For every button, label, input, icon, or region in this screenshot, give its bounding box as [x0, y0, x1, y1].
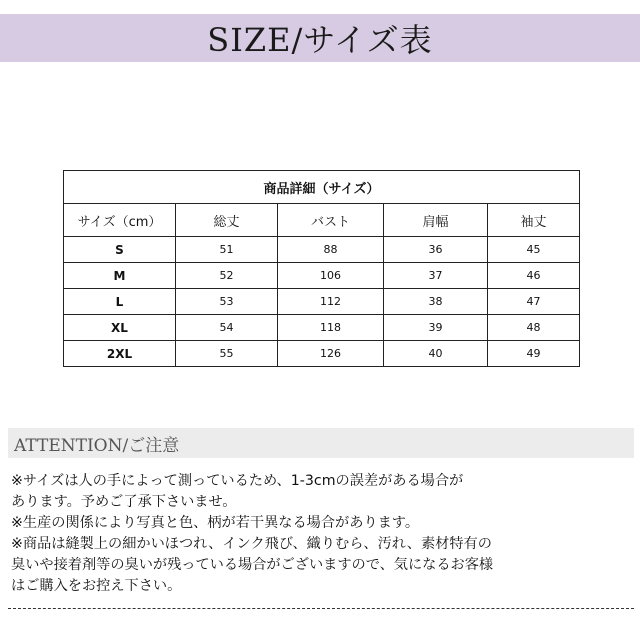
table-cell: 88: [278, 237, 384, 263]
table-row: [64, 263, 580, 289]
table-cell: 40: [384, 341, 488, 367]
size-cell: 2XL: [64, 341, 176, 367]
table-cell: 126: [278, 341, 384, 367]
table-cell: 106: [278, 263, 384, 289]
size-table-container: [63, 170, 579, 367]
note-line: ※商品は縫製上の細かいほつれ、インク飛び、織りむら、汚れ、素材特有の: [11, 536, 492, 552]
dashed-divider: [8, 608, 634, 609]
table-cell: 37: [384, 263, 488, 289]
banner-title: SIZE/サイズ表: [207, 21, 433, 59]
size-table: [63, 170, 580, 367]
size-cell: L: [64, 289, 176, 315]
note-line: はご購入をお控え下さい。: [11, 578, 182, 594]
header-length: 総丈: [176, 204, 278, 237]
table-cell: 52: [176, 263, 278, 289]
table-cell: 39: [384, 315, 488, 341]
note-line: あります。予めご了承下さいませ。: [11, 494, 237, 510]
header-shoulder: 肩幅: [384, 204, 488, 237]
table-cell: 55: [176, 341, 278, 367]
header-size: サイズ（cm）: [64, 204, 176, 237]
table-cell: 54: [176, 315, 278, 341]
note-line: 臭いや接着剤等の臭いが残っている場合がございますので、気になるお客様: [11, 557, 494, 573]
table-row: [64, 289, 580, 315]
table-cell: 48: [488, 315, 580, 341]
size-cell: XL: [64, 315, 176, 341]
table-cell: 118: [278, 315, 384, 341]
table-header-row: [64, 204, 580, 237]
header-bust: バスト: [278, 204, 384, 237]
table-cell: 53: [176, 289, 278, 315]
table-row: [64, 315, 580, 341]
table-cell: 47: [488, 289, 580, 315]
size-cell: S: [64, 237, 176, 263]
table-cell: 45: [488, 237, 580, 263]
table-cell: 51: [176, 237, 278, 263]
size-cell: M: [64, 263, 176, 289]
table-row: [64, 237, 580, 263]
table-cell: 112: [278, 289, 384, 315]
table-cell: 46: [488, 263, 580, 289]
note-line: ※生産の関係により写真と色、柄が若干異なる場合があります。: [11, 515, 420, 531]
header-sleeve: 袖丈: [488, 204, 580, 237]
notes-block: [11, 471, 635, 597]
table-cell: 49: [488, 341, 580, 367]
table-row: [64, 341, 580, 367]
attention-title: ATTENTION/ご注意: [14, 435, 180, 456]
size-banner: [0, 14, 640, 62]
table-caption: 商品詳細（サイズ）: [64, 171, 580, 204]
table-cell: 36: [384, 237, 488, 263]
table-cell: 38: [384, 289, 488, 315]
note-line: ※サイズは人の手によって測っているため、1-3cmの誤差がある場合が: [11, 473, 464, 489]
attention-bar: [8, 428, 634, 458]
